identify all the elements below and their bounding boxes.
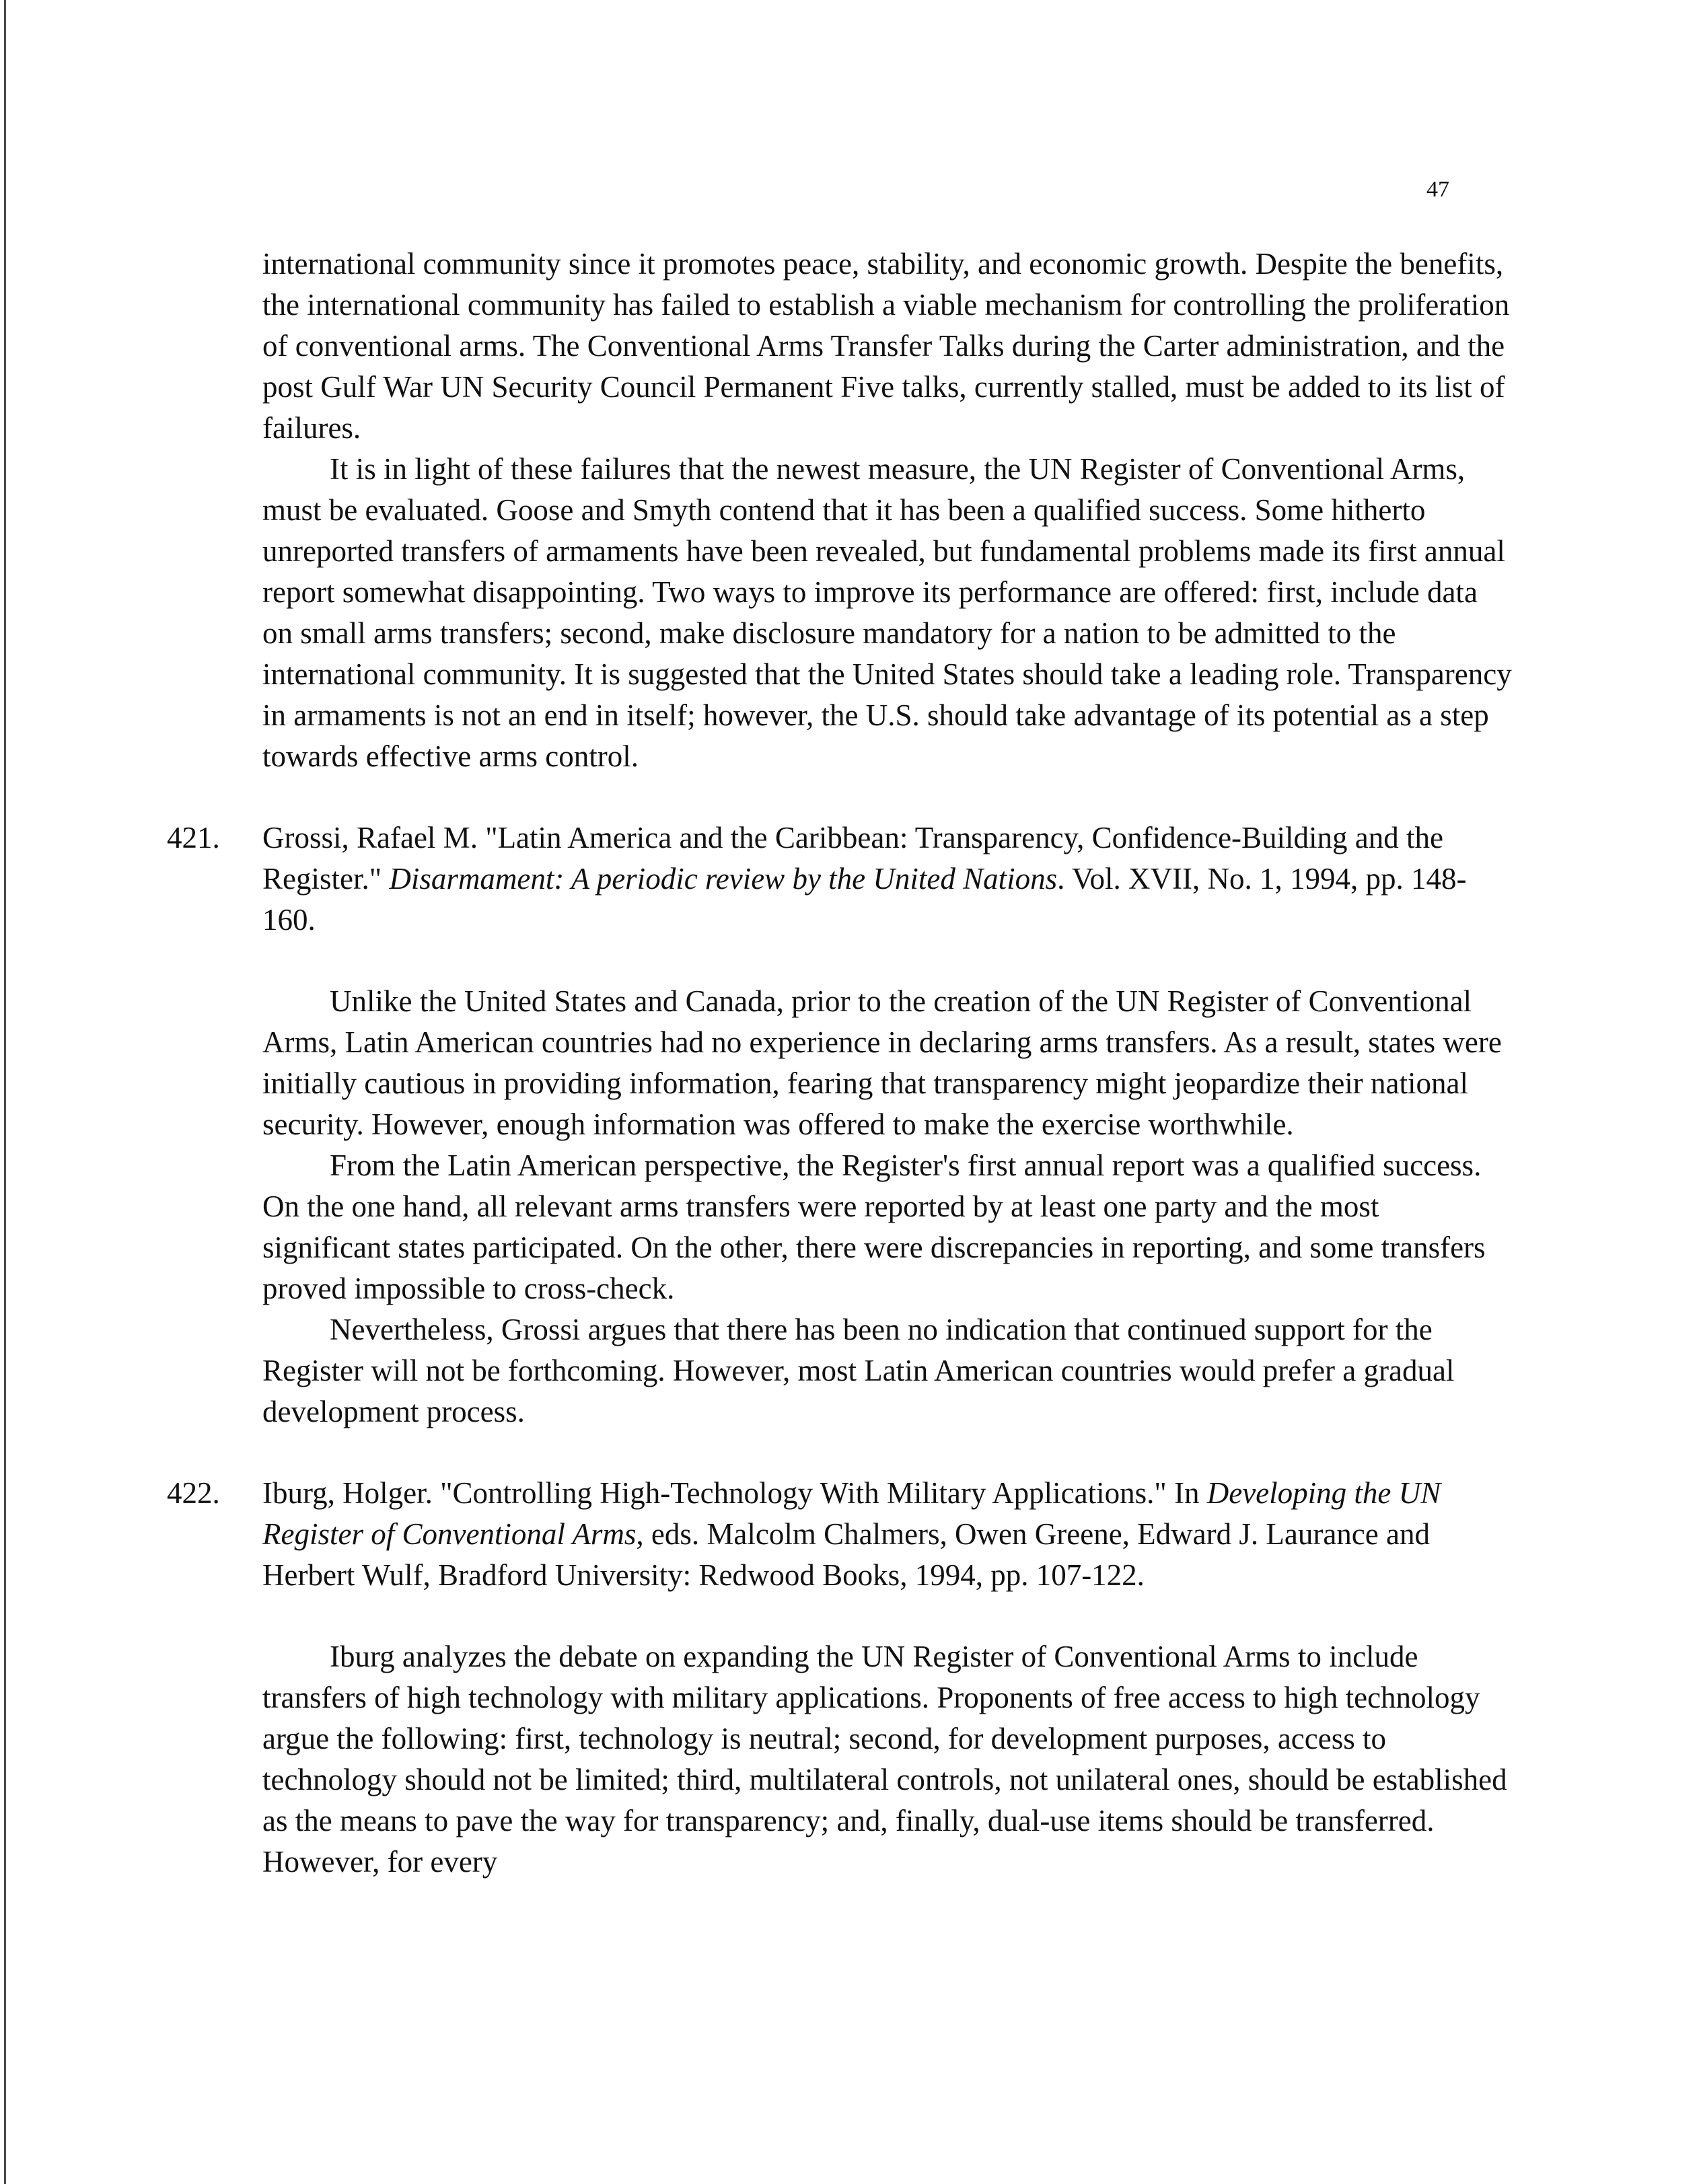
citation-details: . Vol. XVII, No. 1, 1994, pp. 148-160. [262,862,1467,937]
citation-text: Grossi, Rafael M. "Latin America and the Caribbean: Transparency, Confidence-Building and the Register." [262,821,1443,896]
citation-details: , eds. Malcolm Chalmers, Owen Greene, Edward J. Laurance and Herbert Wulf, Bradford University: Redwood Books, 1994, pp. 107-122. [262,1517,1430,1592]
body-text [167,244,1514,1883]
entry-number: 421. [167,821,220,854]
annotation-paragraph: Unlike the United States and Canada, prior to the creation of the UN Register of Conventional Arms, Latin American countries had no experience in declaring arms transfers. As a result, states were initially cautious in providing information, fearing that transparency might jeopardize their national security. However, enough information was offered to make the exercise worthwhile. [262,984,1502,1141]
entry-citation [262,817,1514,941]
annotation-paragraph: Iburg analyzes the debate on expanding the UN Register of Conventional Arms to include transfers of high technology with military applications. Proponents of free access to high technology argue the following: first, technology is neutral; second, for development purposes, access to technology should not be limited; third, multilateral controls, not unilateral ones, should be established as the means to pave the way for transparency; and, finally, dual-use items should be transferred. However, for every [262,1640,1507,1879]
annotation-paragraph: Nevertheless, Grossi argues that there has been no indication that continued support for the Register will not be forthcoming. However, most Latin American countries would prefer a gradual development process. [262,1313,1455,1428]
citation-source-title: Developing the UN Register of Conventional Arms [262,1476,1441,1551]
intro-paragraph-1: international community since it promotes peace, stability, and economic growth. Despite the benefits, the international community has failed to establish a viable mechanism for controlling the proliferation of conventional arms. The Conventional Arms Transfer Talks during the Carter administration, and the post Gulf War UN Security Council Permanent Five talks, currently stalled, must be added to its list of failures. [262,247,1510,445]
citation-text: Iburg, Holger. "Controlling High-Technology With Military Applications." In [262,1476,1207,1510]
entry-citation [262,1473,1514,1596]
bibliography-entry-421 [167,817,1514,941]
intro-paragraph-2: It is in light of these failures that the newest measure, the UN Register of Conventional Arms, must be evaluated. Goose and Smyth contend that it has been a qualified success. Some hitherto unreported transfers of armaments have been revealed, but fundamental problems made its first annual report somewhat disappointing. Two ways to improve its performance are offered: first, include data on small arms transfers; second, make disclosure mandatory for a nation to be admitted to the international community. It is suggested that the United States should take a leading role. Transparency in armaments is not an end in itself; however, the U.S. should take advantage of its potential as a step towards effective arms control. [262,452,1512,773]
page-number: 47 [1426,177,1449,202]
entry-number: 422. [167,1476,220,1510]
annotation-paragraph: From the Latin American perspective, the Register's first annual report was a qualified success. On the one hand, all relevant arms transfers were reported by at least one party and the most significant states participated. On the other, there were discrepancies in reporting, and some transfers proved impossible to cross-check. [262,1149,1486,1305]
bibliography-entry-422 [167,1473,1514,1596]
citation-source-title: Disarmament: A periodic review by the United Nations [389,862,1058,896]
scan-edge-line [4,0,6,2184]
